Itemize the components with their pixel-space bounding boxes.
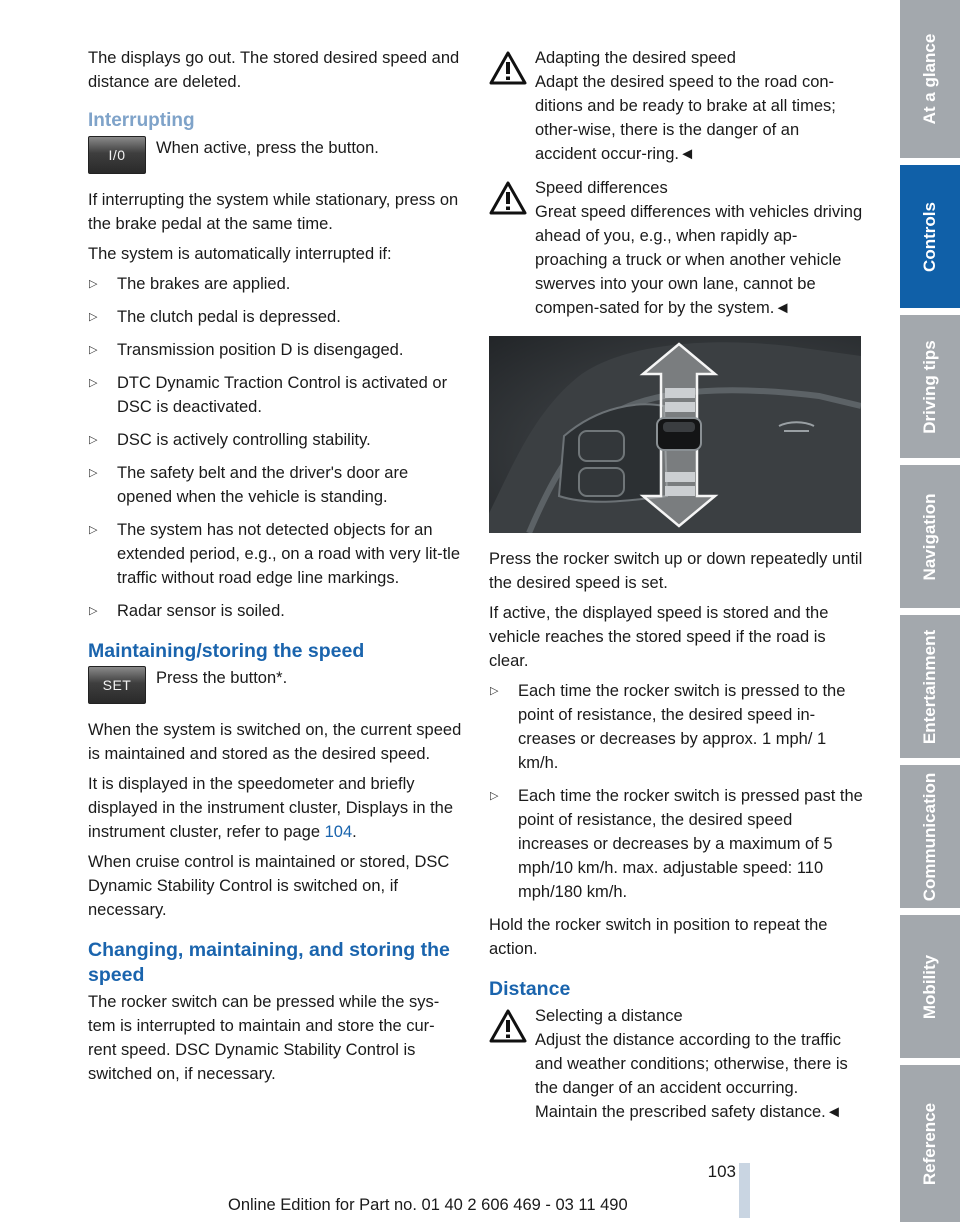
bullet-triangle-icon: ▷ <box>89 467 98 479</box>
tab-entertainment[interactable]: Entertainment <box>900 615 960 758</box>
list-item: ▷ The brakes are applied. <box>88 272 462 296</box>
distance-heading: Distance <box>489 978 571 1000</box>
list-item: ▷ DTC Dynamic Traction Control is activated or DSC is deactivated. <box>88 371 462 419</box>
warning-triangle-icon <box>489 180 527 216</box>
intro-paragraph: The displays go out. The stored desired speed and distance are deleted. <box>88 49 460 91</box>
list-item: ▷ Each time the rocker switch is pressed past the point of resistance, the desired speed increases or decreases by a maximum of 5 mph/10 km/h. max. adjustable speed: 110 mph/180 km/h. <box>489 784 863 904</box>
rocker-list <box>489 679 863 904</box>
tab-driving-tips[interactable]: Driving tips <box>900 315 960 458</box>
auto-interrupt-intro: The system is automatically interrupted if: <box>88 245 392 263</box>
interrupt-stationary-paragraph: If interrupting the system while stationary, press on the brake pedal at the same time. <box>88 191 459 233</box>
warning-title: Adapting the desired speed <box>535 49 736 67</box>
changing-heading: Changing, maintaining, and storing the speed <box>88 939 450 986</box>
warning-speed-differences <box>489 176 863 320</box>
bullet-triangle-icon: ▷ <box>89 344 98 356</box>
list-item: ▷ Transmission position D is disengaged. <box>88 338 462 362</box>
steering-wheel-rocker-switch-photo <box>489 336 861 533</box>
page-number-bar <box>739 1163 750 1218</box>
tab-navigation[interactable]: Navigation <box>900 465 960 608</box>
list-item: ▷ Each time the rocker switch is pressed to the point of resistance, the desired speed in‐creases or decreases by approx. 1 mph/ 1 km/h. <box>489 679 863 775</box>
interrupt-button-text: When active, press the button. <box>156 139 379 157</box>
warning-triangle-icon <box>489 1008 527 1044</box>
list-item: ▷ The system has not detected objects for an extended period, e.g., on a road with very lit‐tle traffic without road edge line markings. <box>88 518 462 590</box>
warning-text: Adapt the desired speed to the road con‐ditions and be ready to brake at all times; other‐wise, there is the danger of an accident occur‐ring.◄ <box>535 73 836 163</box>
list-item: ▷ The clutch pedal is depressed. <box>88 305 462 329</box>
tab-mobility[interactable]: Mobility <box>900 915 960 1058</box>
auto-interrupt-list <box>88 272 462 623</box>
tab-at-a-glance[interactable]: At a glance <box>900 0 960 158</box>
interrupt-button-row <box>88 136 462 180</box>
bullet-triangle-icon: ▷ <box>89 434 98 446</box>
warning-selecting-distance <box>489 1004 863 1124</box>
rocker-paragraph-3: Hold the rocker switch in position to repeat the action. <box>489 916 828 958</box>
list-item: ▷ The safety belt and the driver's door are opened when the vehicle is standing. <box>88 461 462 509</box>
interrupt-button-icon: I/0 <box>88 136 146 174</box>
set-button-text: Press the button*. <box>156 669 288 687</box>
left-column <box>88 46 462 1092</box>
tab-controls[interactable]: Controls <box>900 165 960 308</box>
set-button-row <box>88 666 462 710</box>
interrupting-heading: Interrupting <box>88 110 195 131</box>
bullet-triangle-icon: ▷ <box>89 524 98 536</box>
maintain-paragraph-2: It is displayed in the speedometer and briefly displayed in the instrument cluster, Displays in the instrument cluster, refer to page 104. <box>88 775 454 841</box>
tab-reference[interactable]: Reference <box>900 1065 960 1222</box>
warning-text: Adjust the distance according to the traffic and weather conditions; otherwise, there is the danger of an accident occurring. Maintain the prescribed safety distance.◄ <box>535 1031 848 1121</box>
list-item: ▷ Radar sensor is soiled. <box>88 599 462 623</box>
maintain-paragraph-3: When cruise control is maintained or stored, DSC Dynamic Stability Control is switched on, if necessary. <box>88 853 450 919</box>
bullet-triangle-icon: ▷ <box>89 311 98 323</box>
bullet-triangle-icon: ▷ <box>89 605 98 617</box>
footer-edition-text: Online Edition for Part no. 01 40 2 606 469 - 03 11 490 <box>228 1196 628 1214</box>
rocker-paragraph-2: If active, the displayed speed is stored and the vehicle reaches the stored speed if the road is clear. <box>489 604 829 670</box>
rocker-switch-illustration <box>489 336 861 533</box>
page-number: 103 <box>707 1162 736 1181</box>
maintain-heading: Maintaining/storing the speed <box>88 640 365 662</box>
bullet-triangle-icon: ▷ <box>490 790 499 802</box>
bullet-triangle-icon: ▷ <box>89 377 98 389</box>
bullet-triangle-icon: ▷ <box>490 685 499 697</box>
page-reference-link[interactable]: 104 <box>324 823 353 841</box>
warning-adapting-speed <box>489 46 863 166</box>
bullet-triangle-icon: ▷ <box>89 278 98 290</box>
tab-communication[interactable]: Communication <box>900 765 960 908</box>
right-column <box>489 46 863 1134</box>
list-item: ▷ DSC is actively controlling stability. <box>88 428 462 452</box>
warning-text: Great speed differences with vehicles driving ahead of you, e.g., when rapidly ap‐proaching a truck or when another vehicle swerves into your own lane, cannot be compen‐sated for by the system.◄ <box>535 203 863 317</box>
maintain-paragraph-1: When the system is switched on, the current speed is maintained and stored as the desired speed. <box>88 721 462 763</box>
warning-title: Selecting a distance <box>535 1007 683 1025</box>
rocker-paragraph-1: Press the rocker switch up or down repeatedly until the desired speed is set. <box>489 550 863 592</box>
set-button-icon: SET <box>88 666 146 704</box>
warning-title: Speed differences <box>535 179 668 197</box>
warning-triangle-icon <box>489 50 527 86</box>
changing-paragraph: The rocker switch can be pressed while the sys‐tem is interrupted to maintain and store the cur‐rent speed. DSC Dynamic Stability Control is switched on, if necessary. <box>88 993 440 1083</box>
chapter-tab-sidebar <box>900 0 960 1222</box>
